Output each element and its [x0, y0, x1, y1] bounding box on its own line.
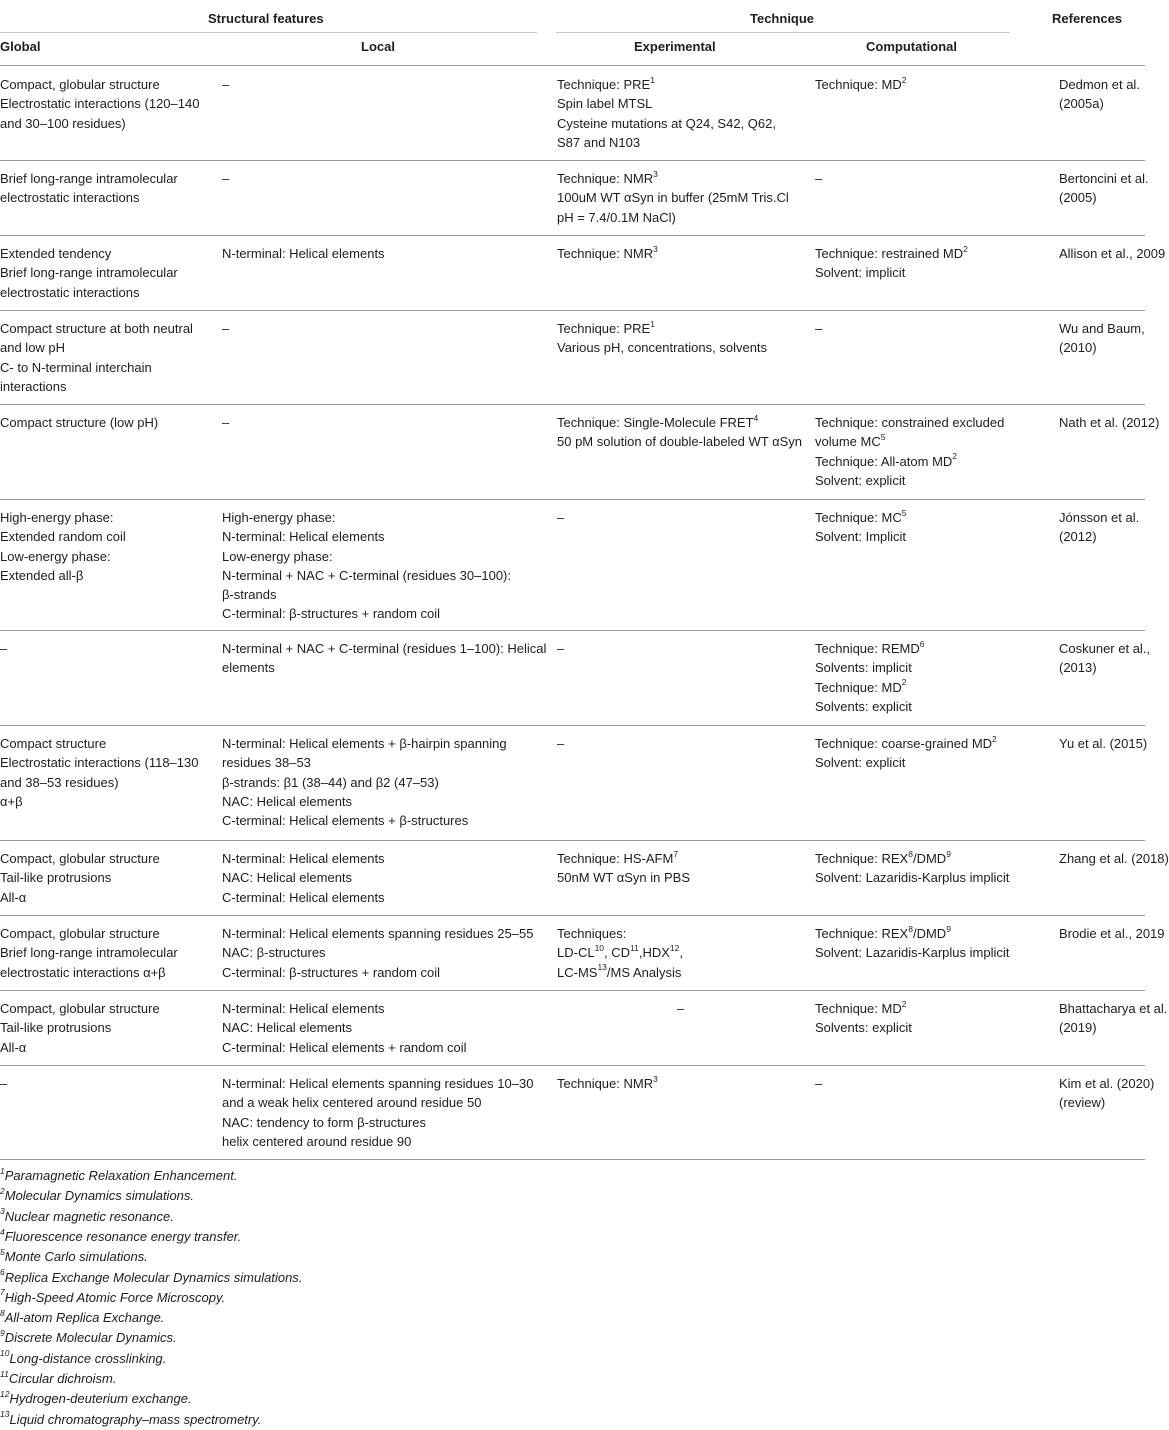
cell-line: Coskuner et al., — [1059, 641, 1151, 656]
cell-line: NAC: Helical elements — [222, 1020, 353, 1036]
cell-line — [557, 169, 802, 188]
row-rule — [0, 499, 1145, 500]
cell-reference — [1059, 169, 1149, 208]
cell-line: N-terminal: Helical elements spanning residues 25–55 — [222, 926, 534, 941]
footnote-marker: 5 — [880, 431, 886, 442]
cell-text: /DMD — [912, 851, 947, 866]
cell-computational — [815, 924, 1040, 963]
cell-text: Technique: MC — [815, 510, 902, 525]
cell-computational — [815, 508, 1040, 547]
cell-text: Technique: MD — [815, 1001, 902, 1016]
cell-text: Technique: REX — [815, 851, 909, 866]
footnote — [0, 1268, 302, 1288]
cell-line: – — [222, 77, 230, 92]
cell-line: α+β — [0, 793, 23, 809]
cell-local — [222, 244, 542, 263]
cell-line: – — [677, 1001, 685, 1016]
cell-line: (2019) — [1059, 1020, 1097, 1036]
cell-text: Technique: PRE — [557, 77, 651, 92]
footnote-marker: 2 — [952, 451, 958, 462]
header-technique: Technique — [750, 11, 815, 26]
cell-computational — [815, 169, 1040, 188]
cell-computational — [815, 75, 1040, 94]
cell-line: C-terminal: Helical elements — [222, 889, 385, 905]
cell-line: Solvent: Implicit — [815, 529, 907, 545]
footnote-text: Molecular Dynamics simulations. — [4, 1188, 195, 1204]
cell-line: Brief long-range intramolecular — [0, 945, 178, 961]
cell-local — [222, 639, 547, 678]
cell-global — [0, 924, 205, 982]
cell-line: Zhang et al. (2018) — [1059, 851, 1169, 866]
cell-line: Tail-like protrusions — [0, 1020, 112, 1036]
cell-line — [815, 244, 1040, 263]
cell-line: Compact, globular structure — [0, 1001, 160, 1016]
footnote-text: Nuclear magnetic resonance. — [4, 1208, 174, 1224]
cell-text: Technique: NMR — [557, 1076, 654, 1091]
footnote-text: Replica Exchange Molecular Dynamics simulations. — [4, 1269, 303, 1285]
footnote-number: 4 — [0, 1226, 5, 1237]
cell-line: C- to N-terminal interchain — [0, 359, 152, 375]
cell-text: LD-CL — [557, 945, 595, 961]
cell-line: Bhattacharya et al. — [1059, 1001, 1168, 1016]
cell-line — [815, 508, 1040, 527]
cell-computational — [815, 639, 1040, 716]
cell-line: Solvent: explicit — [815, 472, 906, 488]
cell-text: ,HDX — [638, 945, 670, 961]
cell-experimental — [557, 1074, 802, 1093]
cell-experimental — [557, 849, 802, 888]
footnote-number: 2 — [0, 1185, 5, 1196]
cell-line: Jónsson et al. — [1059, 510, 1140, 525]
cell-line: Solvent: implicit — [815, 265, 906, 281]
cell-local — [222, 169, 542, 188]
footnote-marker: 1 — [650, 318, 655, 329]
cell-line: (2010) — [1059, 340, 1097, 356]
cell-line: NAC: Helical elements — [222, 793, 353, 809]
footnote-marker: 1 — [650, 74, 655, 85]
cell-line: electrostatic interactions — [0, 190, 140, 206]
footnote — [0, 1349, 166, 1369]
footnote-number: 3 — [0, 1206, 5, 1217]
cell-global — [0, 508, 205, 585]
row-rule — [0, 404, 1145, 405]
footnote-text: Circular dichroism. — [8, 1371, 117, 1386]
cell-line: interactions — [0, 378, 67, 394]
cell-line: N-terminal: Helical elements — [222, 246, 385, 261]
cell-line: N-terminal + NAC + C-terminal (residues 1–100): Helical — [222, 641, 547, 656]
cell-line: All-α — [0, 1039, 27, 1055]
footnote-marker: 13 — [597, 962, 607, 973]
header-group-rule-technique — [556, 32, 1010, 33]
cell-line: β-strands — [222, 587, 277, 603]
cell-line: C-terminal: Helical elements + random coil — [222, 1039, 467, 1055]
cell-global — [0, 999, 205, 1057]
header-structural-features: Structural features — [208, 11, 324, 26]
cell-global — [0, 413, 205, 432]
cell-reference — [1059, 1074, 1155, 1113]
cell-text: , — [679, 945, 684, 961]
cell-line: – — [557, 510, 565, 525]
cell-line: Compact structure — [0, 736, 107, 751]
cell-line — [557, 244, 802, 263]
row-rule — [0, 990, 1145, 991]
cell-line: Kim et al. (2020) — [1059, 1076, 1155, 1091]
footnote-marker: 3 — [653, 1073, 658, 1084]
row-rule — [0, 725, 1145, 726]
cell-text: Technique: MD — [815, 77, 902, 92]
cell-line — [557, 963, 802, 982]
cell-line: Extended random coil — [0, 529, 126, 545]
cell-line: Electrostatic interactions (120–140 — [0, 96, 200, 112]
footnote-text: Monte Carlo simulations. — [4, 1249, 148, 1265]
cell-experimental — [557, 508, 802, 527]
cell-line: S87 and N103 — [557, 134, 641, 150]
footnote-marker: 9 — [946, 848, 951, 859]
footnote-number: 1 — [0, 1165, 5, 1176]
footnote-marker: 12 — [669, 942, 680, 953]
cell-line: Solvent: Lazaridis-Karplus implicit — [815, 870, 1010, 886]
footnote — [0, 1288, 225, 1308]
cell-line: Brodie et al., 2019 — [1059, 926, 1165, 941]
cell-line: 50nM WT αSyn in PBS — [557, 870, 690, 886]
cell-reference — [1059, 734, 1148, 753]
cell-line: (review) — [1059, 1095, 1106, 1111]
footnote — [0, 1389, 192, 1409]
footnote-marker: 3 — [653, 168, 658, 179]
footnote — [0, 1328, 177, 1348]
cell-computational — [815, 734, 1040, 773]
footnote-text: Hydrogen-deuterium exchange. — [9, 1391, 192, 1407]
cell-line: Solvents: explicit — [815, 1020, 912, 1036]
cell-line: Compact structure (low pH) — [0, 415, 159, 430]
cell-text: Technique: PRE — [557, 321, 651, 336]
cell-line: – — [557, 641, 565, 656]
row-rule — [0, 1065, 1145, 1066]
cell-line: Various pH, concentrations, solvents — [557, 340, 768, 356]
cell-experimental — [557, 734, 802, 753]
footnote-marker: 9 — [946, 923, 951, 934]
cell-local — [222, 734, 542, 830]
cell-text: Technique: All-atom MD — [815, 453, 953, 469]
cell-line: – — [222, 321, 230, 336]
footnote — [0, 1207, 174, 1227]
cell-computational — [815, 849, 1040, 888]
cell-line: Brief long-range intramolecular — [0, 265, 178, 281]
cell-global — [0, 319, 205, 396]
footnote-marker: 3 — [653, 243, 658, 254]
cell-line: (2013) — [1059, 660, 1097, 676]
cell-global — [0, 639, 205, 658]
cell-text: Technique: REMD — [815, 641, 920, 656]
footnote-marker: 10 — [594, 942, 605, 953]
cell-line: Compact, globular structure — [0, 926, 160, 941]
cell-line: (2005a) — [1059, 96, 1104, 112]
footnote-marker: 7 — [673, 848, 679, 859]
cell-reference — [1059, 849, 1169, 868]
cell-reference — [1059, 999, 1168, 1038]
footnote-number: 13 — [0, 1409, 10, 1420]
footnote — [0, 1186, 194, 1206]
cell-line: 50 pM solution of double-labeled WT αSyn — [557, 434, 803, 450]
cell-line: All-α — [0, 889, 27, 905]
cell-line: and a weak helix centered around residue 50 — [222, 1095, 482, 1111]
footnote-marker: 2 — [901, 998, 907, 1009]
header-local: Local — [361, 39, 395, 54]
cell-computational — [815, 244, 1040, 283]
footnote-marker: 2 — [963, 243, 968, 254]
cell-line: electrostatic interactions α+β — [0, 964, 166, 980]
row-rule — [0, 840, 1145, 841]
cell-global — [0, 75, 205, 133]
footnote-number: 11 — [0, 1368, 9, 1379]
cell-line: N-terminal: Helical elements + β-hairpin spanning — [222, 736, 507, 751]
cell-line: High-energy phase: — [222, 510, 336, 525]
cell-line: β-strands: β1 (38–44) and β2 (47–53) — [222, 774, 439, 790]
cell-local — [222, 75, 542, 94]
cell-reference — [1059, 75, 1145, 114]
cell-line: – — [222, 171, 230, 186]
cell-line: – — [557, 736, 565, 751]
header-bottom-rule — [0, 65, 1145, 66]
cell-text: Technique: HS-AFM — [557, 851, 674, 866]
cell-line: NAC: tendency to form β-structures — [222, 1114, 426, 1130]
cell-line: Technique: constrained excluded — [815, 415, 1005, 430]
cell-line — [815, 452, 1040, 471]
cell-local — [222, 924, 542, 982]
cell-experimental — [557, 639, 802, 658]
cell-line — [815, 75, 1040, 94]
cell-line: and 30–100 residues) — [0, 115, 126, 131]
cell-line: C-terminal: β-structures + random coil — [222, 964, 441, 980]
cell-line: residues 38–53 — [222, 755, 311, 771]
cell-line: C-terminal: β-structures + random coil — [222, 606, 441, 622]
cell-line: Compact, globular structure — [0, 851, 160, 866]
cell-line: Bertoncini et al. — [1059, 171, 1149, 186]
cell-line: helix centered around residue 90 — [222, 1133, 412, 1149]
cell-line: High-energy phase: — [0, 510, 114, 525]
cell-line: and low pH — [0, 340, 66, 356]
cell-line — [557, 1074, 802, 1093]
cell-line — [815, 432, 1040, 451]
cell-computational — [815, 413, 1040, 490]
header-references: References — [1052, 11, 1123, 26]
cell-line: – — [222, 415, 230, 430]
cell-line: – — [815, 321, 823, 336]
cell-line: C-terminal: Helical elements + β-structures — [222, 813, 469, 829]
cell-reference — [1059, 639, 1151, 678]
footnote-marker: 2 — [901, 677, 907, 688]
cell-line: electrostatic interactions — [0, 284, 140, 300]
cell-experimental — [557, 413, 802, 452]
cell-line: Low-energy phase: — [0, 548, 111, 564]
cell-line: Compact, globular structure — [0, 77, 160, 92]
footnote-marker: 8 — [908, 848, 913, 859]
cell-line — [815, 639, 1040, 658]
cell-line: Electrostatic interactions (118–130 — [0, 755, 199, 771]
footnote-marker: 4 — [753, 412, 759, 423]
cell-line: Yu et al. (2015) — [1059, 736, 1148, 751]
cell-line: Brief long-range intramolecular — [0, 171, 178, 186]
header-computational: Computational — [866, 39, 957, 54]
footnote — [0, 1369, 116, 1389]
cell-line: Spin label MTSL — [557, 96, 653, 112]
cell-line: elements — [222, 660, 275, 676]
cell-reference — [1059, 924, 1165, 943]
footnote-number: 8 — [0, 1307, 5, 1318]
footnote-number: 10 — [0, 1348, 10, 1359]
cell-line — [557, 75, 802, 94]
cell-computational — [815, 319, 1040, 338]
header-global: Global — [0, 39, 41, 54]
footnote-text: Discrete Molecular Dynamics. — [4, 1330, 177, 1346]
cell-line: Extended all-β — [0, 567, 84, 583]
footnote — [0, 1227, 241, 1247]
cell-line: – — [0, 1076, 8, 1091]
cell-line: pH = 7.4/0.1M NaCl) — [557, 209, 676, 225]
cell-text: Technique: restrained MD — [815, 246, 964, 261]
cell-text: , CD — [604, 945, 631, 961]
row-rule — [0, 235, 1145, 236]
footnote-text: Long-distance crosslinking. — [9, 1350, 167, 1366]
footnote-text: All-atom Replica Exchange. — [4, 1310, 165, 1326]
cell-line: Techniques: — [557, 926, 627, 941]
cell-line: – — [815, 171, 823, 186]
cell-line: Solvents: implicit — [815, 660, 912, 676]
cell-line: N-terminal: Helical elements spanning residues 10–30 — [222, 1076, 534, 1091]
cell-text: Technique: MD — [815, 679, 902, 695]
cell-line — [815, 849, 1040, 868]
footnote-marker: 6 — [919, 638, 925, 649]
cell-line: Low-energy phase: — [222, 548, 333, 564]
cell-local — [222, 413, 542, 432]
footnote-text: High-Speed Atomic Force Microscopy. — [4, 1289, 226, 1305]
cell-line: Tail-like protrusions — [0, 870, 112, 886]
cell-line: Allison et al., 2009 — [1059, 246, 1166, 261]
footnote-marker: 5 — [901, 507, 907, 518]
cell-experimental — [557, 169, 802, 227]
cell-text: Technique: Single-Molecule FRET — [557, 415, 754, 430]
cell-line: Solvent: explicit — [815, 755, 906, 771]
cell-line: N-terminal: Helical elements — [222, 851, 385, 866]
footnote-number: 12 — [0, 1388, 10, 1399]
cell-text: Technique: NMR — [557, 171, 654, 186]
row-rule — [0, 1159, 1145, 1160]
cell-text: /MS Analysis — [606, 964, 682, 980]
footnote-marker: 2 — [901, 74, 907, 85]
cell-line: Solvent: Lazaridis-Karplus implicit — [815, 945, 1010, 961]
footnote — [0, 1410, 261, 1430]
footnote-marker: 2 — [992, 733, 997, 744]
cell-line: N-terminal + NAC + C-terminal (residues 30–100): — [222, 567, 511, 583]
cell-experimental — [557, 924, 802, 982]
cell-global — [0, 849, 205, 907]
cell-text: volume MC — [815, 434, 881, 450]
row-rule — [0, 630, 1145, 631]
cell-line: Compact structure at both neutral — [0, 321, 193, 336]
row-rule — [0, 310, 1145, 311]
cell-local — [222, 508, 542, 624]
cell-global — [0, 169, 205, 208]
footnote — [0, 1308, 164, 1328]
cell-global — [0, 244, 205, 302]
footnote-number: 6 — [0, 1267, 5, 1278]
cell-line — [557, 943, 802, 962]
cell-text: Technique: coarse-grained MD — [815, 736, 993, 751]
row-rule — [0, 915, 1145, 916]
cell-line: – — [0, 641, 8, 656]
cell-reference — [1059, 508, 1145, 547]
cell-line: Wu and Baum, — [1059, 321, 1145, 336]
cell-line: Dedmon et al. — [1059, 77, 1140, 92]
cell-line: Extended tendency — [0, 246, 112, 261]
cell-line — [557, 413, 802, 432]
cell-line: N-terminal: Helical elements — [222, 1001, 385, 1016]
cell-text: /DMD — [912, 926, 947, 941]
cell-line: N-terminal: Helical elements — [222, 529, 385, 545]
cell-text: Technique: NMR — [557, 246, 654, 261]
cell-reference — [1059, 319, 1145, 358]
row-rule — [0, 160, 1145, 161]
cell-local — [222, 319, 542, 338]
cell-line: Nath et al. (2012) — [1059, 415, 1160, 430]
cell-local — [222, 849, 542, 907]
footnote-number: 7 — [0, 1287, 5, 1298]
cell-local — [222, 1074, 542, 1151]
cell-global — [0, 734, 205, 811]
cell-global — [0, 1074, 205, 1093]
cell-line — [557, 319, 802, 338]
cell-reference — [1059, 244, 1166, 263]
cell-line: NAC: Helical elements — [222, 870, 353, 886]
cell-line: (2012) — [1059, 529, 1097, 545]
footnote-marker: 11 — [630, 942, 639, 953]
cell-line: 100uM WT αSyn in buffer (25mM Tris.Cl — [557, 190, 789, 206]
cell-line — [815, 999, 1040, 1018]
cell-line: – — [815, 1076, 823, 1091]
cell-text: Technique: REX — [815, 926, 909, 941]
cell-line — [815, 924, 1040, 943]
cell-experimental — [557, 319, 802, 358]
cell-experimental — [557, 75, 802, 152]
cell-local — [222, 999, 542, 1057]
footnote-text: Paramagnetic Relaxation Enhancement. — [4, 1168, 238, 1183]
cell-experimental — [557, 244, 802, 263]
footnote-number: 5 — [0, 1246, 5, 1257]
footnote-text: Liquid chromatography–mass spectrometry. — [9, 1411, 262, 1427]
footnote — [0, 1166, 237, 1186]
cell-line — [815, 734, 1040, 753]
footnote — [0, 1247, 148, 1267]
footnote-number: 9 — [0, 1328, 5, 1339]
cell-computational — [815, 1074, 1040, 1093]
cell-line — [815, 678, 1040, 697]
cell-line: Cysteine mutations at Q24, S42, Q62, — [557, 115, 776, 131]
cell-text: LC-MS — [557, 964, 598, 980]
cell-line: Solvents: explicit — [815, 698, 912, 714]
header-group-rule-structural — [0, 32, 537, 33]
cell-line: and 38–53 residues) — [0, 774, 119, 790]
cell-line: NAC: β-structures — [222, 945, 326, 961]
header-experimental: Experimental — [634, 39, 716, 54]
footnote-marker: 8 — [908, 923, 913, 934]
cell-reference — [1059, 413, 1160, 432]
footnote-text: Fluorescence resonance energy transfer. — [4, 1228, 242, 1244]
cell-line — [557, 849, 802, 868]
cell-computational — [815, 999, 1040, 1038]
cell-line: (2005) — [1059, 190, 1097, 206]
